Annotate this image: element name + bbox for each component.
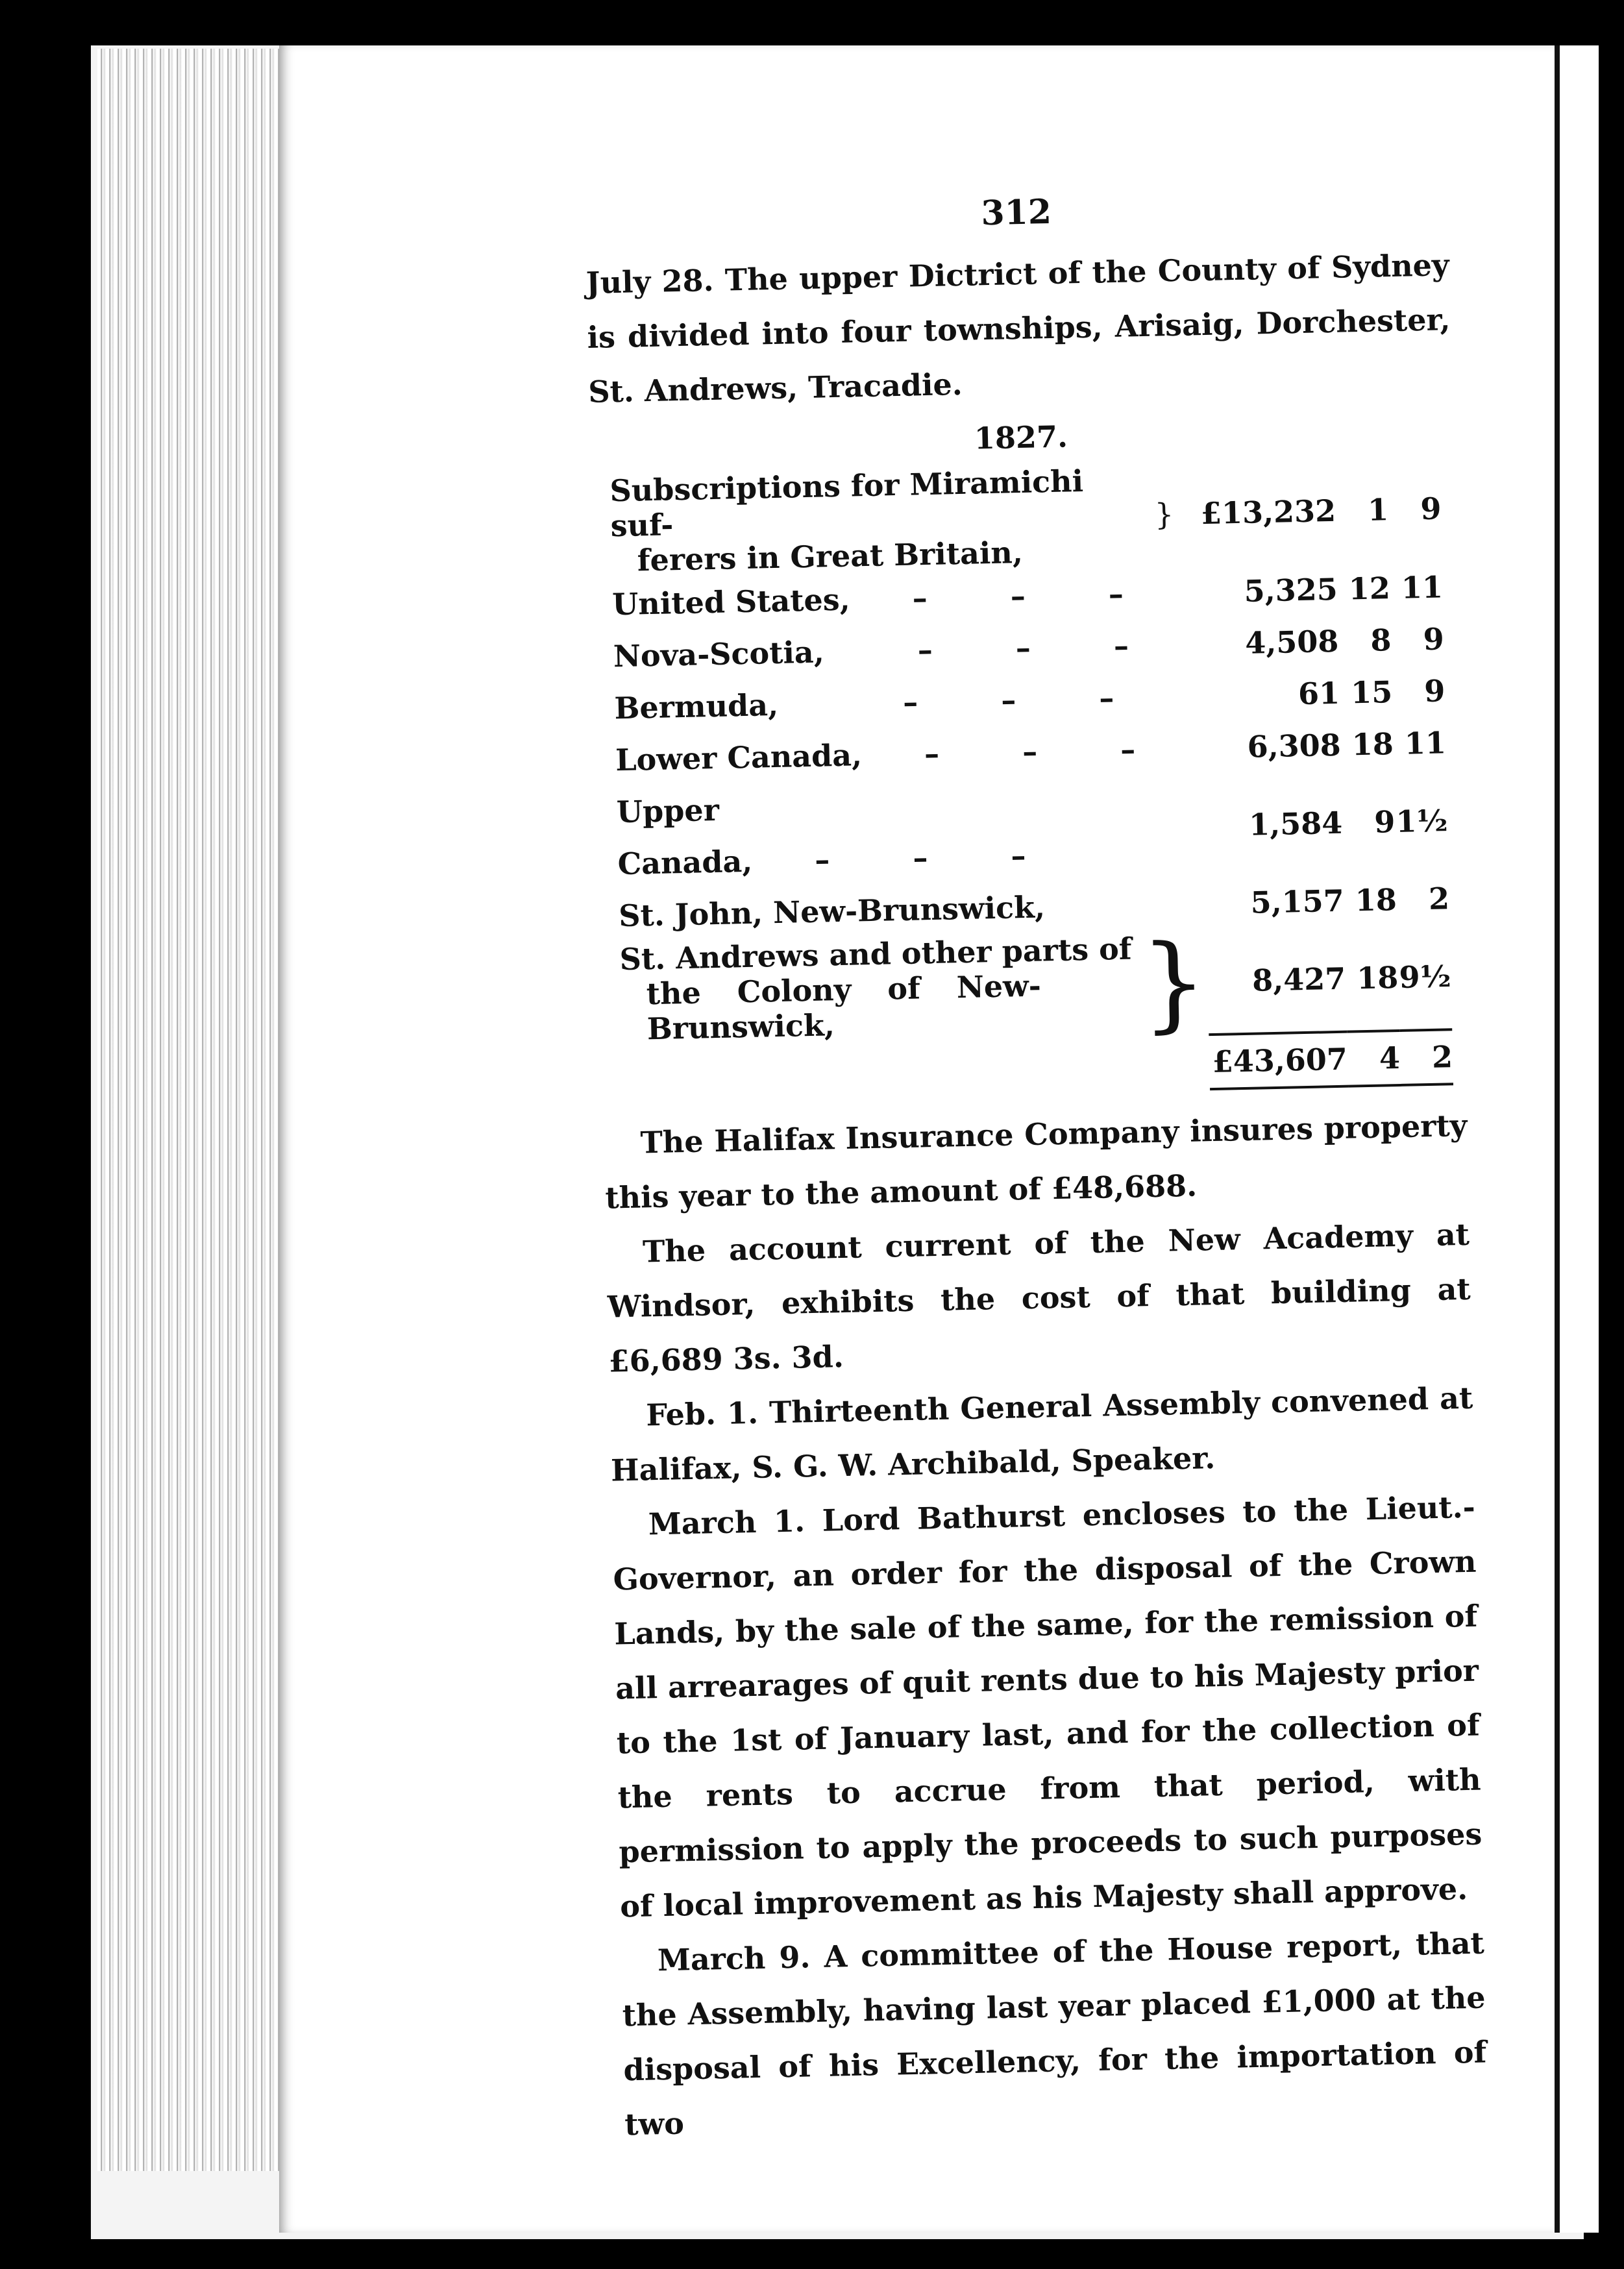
paragraph-general-assembly: Feb. 1. Thirteenth General Assembly convened at Halifax, S. G. W. Archibald, Speaker.	[610, 1380, 1473, 1488]
page-number: 312	[980, 191, 1052, 234]
paragraph-halifax-insurance: The Halifax Insurance Company insures property this year to the amount of £48,688.	[604, 1107, 1468, 1216]
paragraph-crown-lands: March 1. Lord Bathurst encloses to the Lieut.-Governor, an order for the disposal of the Crown Lands, by the sale of the same, for the remission of all arrearages of quit rents due to his Majesty prior to the 1st of January last, and for the collection of the rents to accrue from that period, with permission to apply the proceeds to such purposes of local improvement as his Majesty shall approve.	[613, 1489, 1483, 1924]
amount-pounds: 5,325	[1244, 571, 1338, 609]
place-label: Subscriptions for Miramichi suf- ferers in Great Britain,	[609, 463, 1084, 578]
amount-pence: 11	[1404, 725, 1447, 761]
place-label: United States, – – –	[611, 576, 1124, 622]
amount-shillings: 18	[1356, 960, 1399, 996]
amount-shillings: 9	[1373, 804, 1396, 840]
amount-shillings: 1	[1367, 492, 1389, 528]
amount-pounds: 8,427	[1251, 961, 1346, 998]
amount-pounds: 6,308	[1247, 727, 1342, 765]
place-label: Nova-Scotia, – – –	[613, 628, 1129, 674]
total-shillings: 4	[1347, 1031, 1401, 1086]
amount-pounds: £13,232	[1200, 493, 1336, 532]
amount-pence: 1½	[1395, 803, 1449, 840]
dash-leader: – – –	[814, 837, 1027, 877]
page-text	[584, 177, 1488, 2152]
year-heading: 1827.	[974, 419, 1068, 456]
amount-pounds: 4,508	[1244, 623, 1339, 661]
dash-leader: – – –	[902, 680, 1114, 720]
place-label: St. Andrews and other parts of the Colony of New- Brunswick,	[619, 931, 1133, 1047]
amount-pounds: 61	[1298, 675, 1340, 712]
amount-pence: 2	[1428, 881, 1450, 916]
paragraph-committee-report: March 9. A committee of the House report, that the Assembly, having last year placed £1,000 at the disposal of his Excellency, for the importation of two	[622, 1925, 1487, 2142]
amount-pence: 9	[1420, 491, 1442, 527]
amount-shillings: 8	[1370, 622, 1392, 658]
place-label: Lower Canada, – – –	[615, 731, 1136, 778]
amount-pounds: 5,157	[1250, 883, 1345, 920]
amount-pence: 9½	[1398, 959, 1452, 995]
subscriptions-table	[609, 456, 1453, 1103]
dash-leader: – – –	[917, 628, 1129, 668]
total-pounds: £43,607	[1209, 1032, 1348, 1089]
amount-shillings: 18	[1355, 882, 1397, 918]
amount-shillings: 12	[1348, 570, 1391, 607]
page-edges	[97, 49, 292, 2171]
brace-mark: }	[1154, 497, 1174, 532]
place-label: St. John, New-Brunswick,	[618, 889, 1046, 934]
amount-shillings: 18	[1351, 726, 1394, 763]
table-row	[616, 768, 1449, 890]
place-label: Bermuda, – – –	[614, 680, 1114, 726]
amount-pence: 9	[1423, 673, 1446, 709]
facing-page-edge	[1555, 45, 1599, 2233]
table-row	[609, 456, 1442, 578]
amount-pounds: 1,584	[1248, 805, 1343, 842]
place-label: Upper Canada, – – –	[616, 792, 1027, 882]
brace-mark: }	[1139, 921, 1209, 1044]
amount-shillings: 15	[1350, 674, 1393, 711]
dash-leader: – – –	[912, 576, 1124, 616]
dash-leader: – – –	[924, 731, 1136, 772]
total-pence: 2	[1399, 1029, 1453, 1085]
table-row	[619, 924, 1452, 1047]
amount-pence: 9	[1423, 621, 1445, 657]
amount-pence: 11	[1401, 569, 1444, 606]
paragraph-academy-windsor: The account current of the New Academy at Windsor, exhibits the cost of that building at £6,689 3s. 3d.	[607, 1216, 1471, 1379]
paragraph-sydney-townships: July 28. The upper Dictrict of the County of Sydney is divided into four townships, Arisaig, Dorchester, St. Andrews, Tracadie.	[585, 247, 1451, 410]
